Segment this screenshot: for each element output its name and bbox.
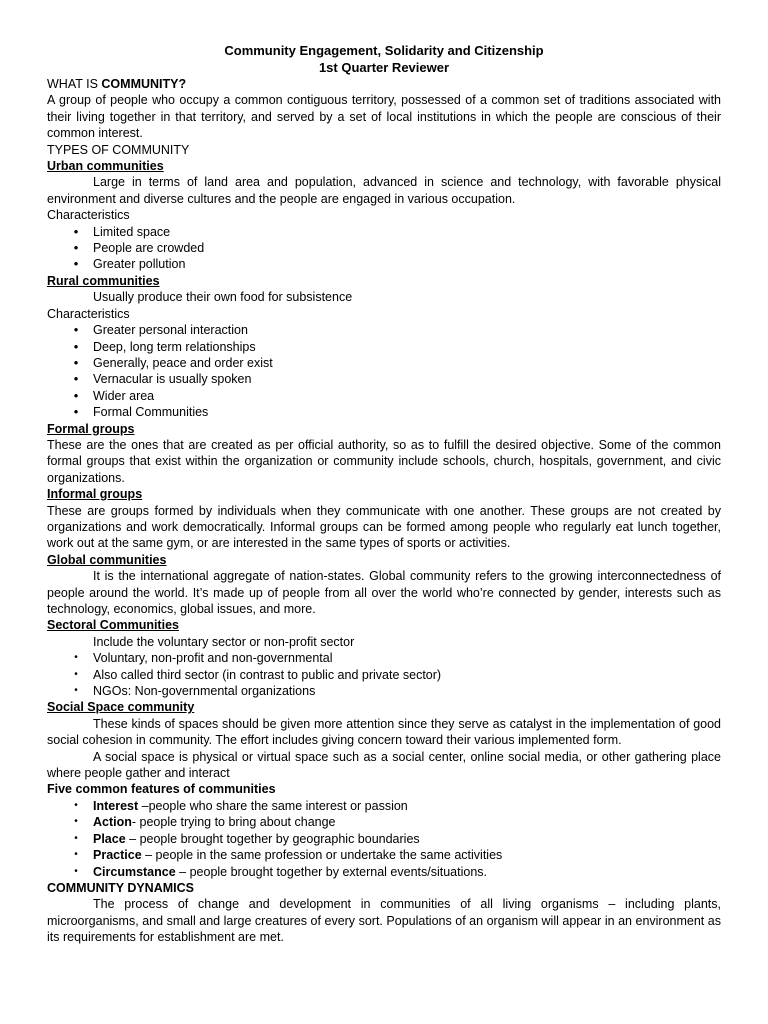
list-item <box>47 667 721 683</box>
list-item <box>47 256 721 272</box>
list-item-text: Wider area <box>93 388 155 403</box>
what-is-community-bold: COMMUNITY? <box>101 77 187 91</box>
feature-term: Circumstance <box>93 864 176 879</box>
list-item-text: Greater pollution <box>93 257 186 272</box>
list-item <box>47 371 721 387</box>
community-dynamics-heading: COMMUNITY DYNAMICS <box>47 880 194 895</box>
list-item-text: Deep, long term relationships <box>93 339 256 354</box>
bullet-icon: • <box>73 256 79 272</box>
urban-communities-heading: Urban communities <box>47 159 164 174</box>
list-item <box>47 355 721 371</box>
community-dynamics-description: The process of change and development in communities of all living organisms – including plants, microorganisms, and small and large creatures of every sort. Populations of an organism will appear in an environment as its requirements for establishment are met. <box>47 897 721 945</box>
feature-text: –people who share the same interest or passion <box>138 798 408 813</box>
bullet-icon: • <box>73 338 79 354</box>
document-subtitle: 1st Quarter Reviewer <box>318 60 450 75</box>
list-item <box>47 650 721 666</box>
bullet-icon: • <box>73 387 79 403</box>
rural-characteristics-list <box>47 322 721 420</box>
formal-description: These are the ones that are created as per official authority, so as to fulfill the desired objective. Some of the common formal groups that exist within the organization or community include schools, church, hospitals, government, and civic organizations. <box>47 437 721 485</box>
informal-description: These are groups formed by individuals when they communicate with one another. These groups are not created by organizations and work democratically. Informal groups can be formed among people who regularly eat lunch together, work out at the same gym, or are interested in the same types of sports or activities. <box>47 503 721 551</box>
sectoral-communities-heading: Sectoral Communities <box>47 618 179 633</box>
sectoral-list <box>47 650 721 699</box>
five-features-heading: Five common features of communities <box>47 782 276 797</box>
list-item <box>47 847 721 863</box>
global-communities-heading: Global communities <box>47 552 167 567</box>
list-item <box>47 798 721 814</box>
list-item-text: Also called third sector (in contrast to public and private sector) <box>93 667 442 682</box>
list-item-text: NGOs: Non-governmental organizations <box>93 684 316 699</box>
feature-term: Interest <box>93 798 139 813</box>
list-item <box>47 831 721 847</box>
community-definition: A group of people who occupy a common contiguous territory, possessed of a common set of traditions associated with their living together in that territory, and served by a set of local institutions in which the people are conscious of their common interest. <box>47 93 721 141</box>
social-space-heading: Social Space community <box>47 700 195 715</box>
list-item <box>47 224 721 240</box>
list-item-text: Greater personal interaction <box>93 323 248 338</box>
types-of-community-heading: TYPES OF COMMUNITY <box>47 142 190 157</box>
list-item <box>47 322 721 338</box>
list-item <box>47 240 721 256</box>
feature-text: – people brought together by external events/situations. <box>175 864 488 879</box>
social-space-paragraph-1: These kinds of spaces should be given more attention since they serve as catalyst in the implementation of good social cohesion in community. The effort includes giving concern toward their various implemented form. <box>47 716 721 748</box>
list-item <box>47 814 721 830</box>
bullet-icon: • <box>74 668 78 680</box>
rural-characteristics-label: Characteristics <box>47 306 130 321</box>
bullet-icon: • <box>74 652 78 664</box>
global-description: It is the international aggregate of nation-states. Global community refers to the growing interconnectedness of people around the world. It’s made up of people from all over the world who’re connected by gender, interests such as technology, economics, global issues, and more. <box>47 569 721 616</box>
bullet-icon: • <box>73 223 79 239</box>
list-item-text: Formal Communities <box>93 405 209 420</box>
bullet-icon: • <box>74 832 78 844</box>
feature-text: - people trying to bring about change <box>131 815 336 830</box>
bullet-icon: • <box>74 816 78 828</box>
document-title: Community Engagement, Solidarity and Citizenship <box>224 43 544 58</box>
feature-text: – people brought together by geographic boundaries <box>125 831 420 846</box>
document-page <box>47 42 721 946</box>
bullet-icon: • <box>73 371 79 387</box>
formal-groups-heading: Formal groups <box>47 421 135 436</box>
what-is-prefix: WHAT IS <box>47 77 102 91</box>
list-item <box>47 864 721 880</box>
bullet-icon: • <box>73 354 79 370</box>
list-item <box>47 683 721 699</box>
list-item-text: Generally, peace and order exist <box>93 355 273 370</box>
feature-text: – people in the same profession or undertake the same activities <box>141 848 503 863</box>
rural-communities-heading: Rural communities <box>47 273 160 288</box>
list-item <box>47 404 721 420</box>
bullet-icon: • <box>73 404 79 420</box>
feature-term: Practice <box>93 848 142 863</box>
features-list <box>47 798 721 880</box>
list-item-text: People are crowded <box>93 241 205 256</box>
urban-characteristics-list <box>47 224 721 273</box>
list-item-text: Limited space <box>93 224 171 239</box>
list-item <box>47 388 721 404</box>
urban-description: Large in terms of land area and population, advanced in science and technology, with favorable physical environment and diverse cultures and the people are engaged in various occupation. <box>47 175 721 206</box>
bullet-icon: • <box>74 865 78 877</box>
rural-description: Usually produce their own food for subsistence <box>93 290 353 305</box>
bullet-icon: • <box>74 685 78 697</box>
list-item <box>47 339 721 355</box>
what-is-community-heading <box>47 76 721 92</box>
bullet-icon: • <box>74 849 78 861</box>
informal-groups-heading: Informal groups <box>47 487 143 502</box>
sectoral-description: Include the voluntary sector or non-profit sector <box>93 634 355 649</box>
bullet-icon: • <box>74 799 78 811</box>
social-space-paragraph-2: A social space is physical or virtual space such as a social center, online social media, or other gathering place where people gather and interact <box>47 749 721 781</box>
feature-term: Action <box>93 815 132 830</box>
bullet-icon: • <box>73 322 79 338</box>
feature-term: Place <box>93 831 126 846</box>
bullet-icon: • <box>73 240 79 256</box>
list-item-text: Vernacular is usually spoken <box>93 372 252 387</box>
urban-characteristics-label: Characteristics <box>47 208 130 223</box>
list-item-text: Voluntary, non-profit and non-governmental <box>93 651 333 666</box>
